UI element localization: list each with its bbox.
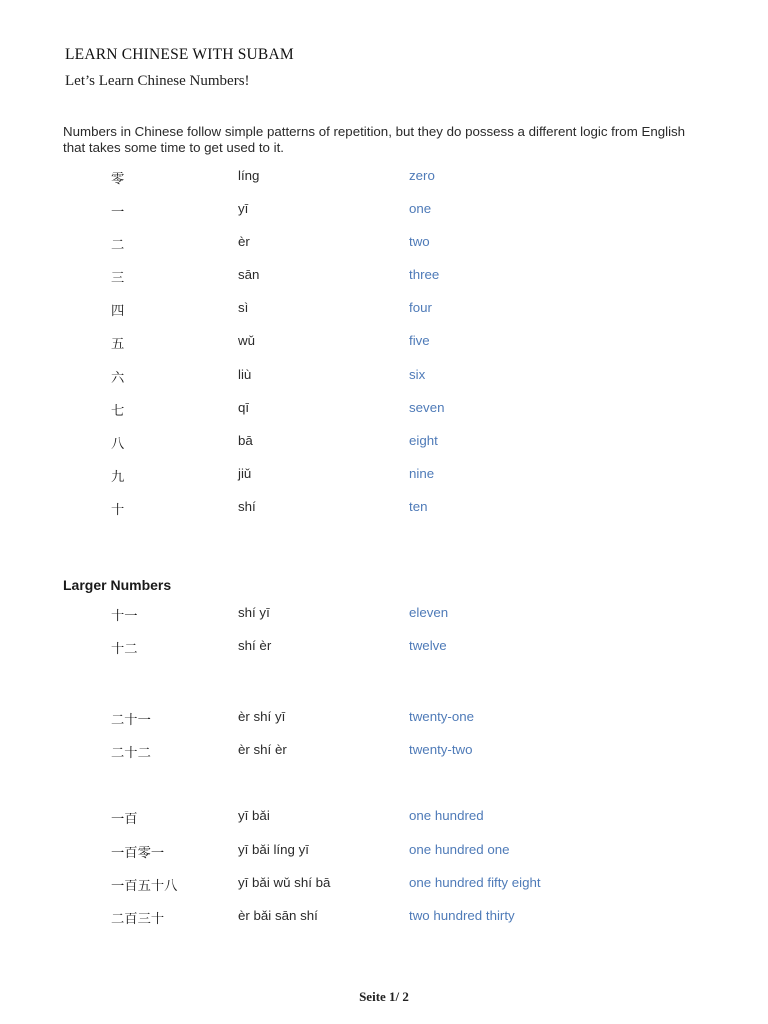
number-row (0, 367, 768, 387)
number-row (0, 466, 768, 486)
pinyin-cell: shí yī (238, 605, 270, 620)
pinyin-cell: yī bǎi líng yī (238, 842, 309, 857)
english-cell: one hundred (409, 808, 484, 823)
hanzi-cell: 三 (111, 271, 125, 286)
number-row (0, 333, 768, 353)
english-cell: five (409, 333, 430, 348)
number-row (0, 908, 768, 928)
english-cell: one hundred one (409, 842, 510, 857)
pinyin-cell: yī bǎi wǔ shí bā (238, 875, 331, 890)
hanzi-cell: 五 (111, 337, 125, 352)
intro-paragraph: Numbers in Chinese follow simple patterns of repetition, but they do possess a different logic from English that takes some time to get used to it. (63, 124, 686, 155)
pinyin-cell: qī (238, 400, 250, 415)
english-cell: seven (409, 400, 445, 415)
larger-numbers-heading: Larger Numbers (63, 577, 172, 593)
english-cell: eight (409, 433, 438, 448)
hanzi-cell: 六 (111, 371, 125, 386)
english-cell: four (409, 300, 432, 315)
number-row (0, 400, 768, 420)
page-title: LEARN CHINESE WITH SUBAM (65, 46, 294, 63)
hanzi-cell: 十 (111, 503, 125, 518)
pinyin-cell: èr (238, 234, 250, 249)
page-subtitle: Let’s Learn Chinese Numbers! (65, 73, 250, 89)
english-cell: six (409, 367, 426, 382)
number-row (0, 267, 768, 287)
number-row (0, 842, 768, 862)
hanzi-cell: 十一 (111, 609, 138, 624)
number-row (0, 499, 768, 519)
pinyin-cell: yī (238, 201, 249, 216)
english-cell: ten (409, 499, 428, 514)
pinyin-cell: èr bǎi sān shí (238, 908, 318, 923)
pinyin-cell: shí èr (238, 638, 272, 653)
number-row (0, 234, 768, 254)
pinyin-cell: yī bǎi (238, 808, 270, 823)
pinyin-cell: sān (238, 267, 260, 282)
english-cell: twenty-two (409, 742, 473, 757)
hanzi-cell: 二 (111, 238, 125, 253)
hanzi-cell: 二百三十 (111, 912, 165, 927)
number-row (0, 709, 768, 729)
english-cell: one hundred fifty eight (409, 875, 541, 890)
hanzi-cell: 八 (111, 437, 125, 452)
english-cell: one (409, 201, 432, 216)
pinyin-cell: èr shí yī (238, 709, 286, 724)
number-row (0, 168, 768, 188)
pinyin-cell: bā (238, 433, 253, 448)
english-cell: three (409, 267, 440, 282)
pinyin-cell: líng (238, 168, 260, 183)
pinyin-cell: wǔ (238, 333, 255, 348)
number-row (0, 808, 768, 828)
pinyin-cell: liù (238, 367, 252, 382)
english-cell: twenty-one (409, 709, 475, 724)
hanzi-cell: 十二 (111, 642, 138, 657)
number-row (0, 433, 768, 453)
pinyin-cell: shí (238, 499, 256, 514)
number-row (0, 201, 768, 221)
number-row (0, 300, 768, 320)
pinyin-cell: èr shí èr (238, 742, 287, 757)
english-cell: two (409, 234, 430, 249)
hanzi-cell: 零 (111, 172, 125, 187)
hanzi-cell: 二十一 (111, 713, 151, 728)
pinyin-cell: sì (238, 300, 249, 315)
page-footer: Seite 1/ 2 (359, 989, 409, 1004)
pinyin-cell: jiǔ (238, 466, 252, 481)
number-row (0, 605, 768, 625)
english-cell: twelve (409, 638, 447, 653)
hanzi-cell: 七 (111, 404, 125, 419)
number-row (0, 638, 768, 658)
hanzi-cell: 九 (111, 470, 125, 485)
hanzi-cell: 一 (111, 205, 125, 220)
hanzi-cell: 二十二 (111, 746, 151, 761)
english-cell: nine (409, 466, 435, 481)
english-cell: two hundred thirty (409, 908, 515, 923)
english-cell: eleven (409, 605, 449, 620)
number-row (0, 875, 768, 895)
hanzi-cell: 一百五十八 (111, 879, 178, 894)
hanzi-cell: 一百零一 (111, 846, 165, 861)
hanzi-cell: 一百 (111, 812, 138, 827)
english-cell: zero (409, 168, 435, 183)
hanzi-cell: 四 (111, 304, 125, 319)
number-row (0, 742, 768, 762)
